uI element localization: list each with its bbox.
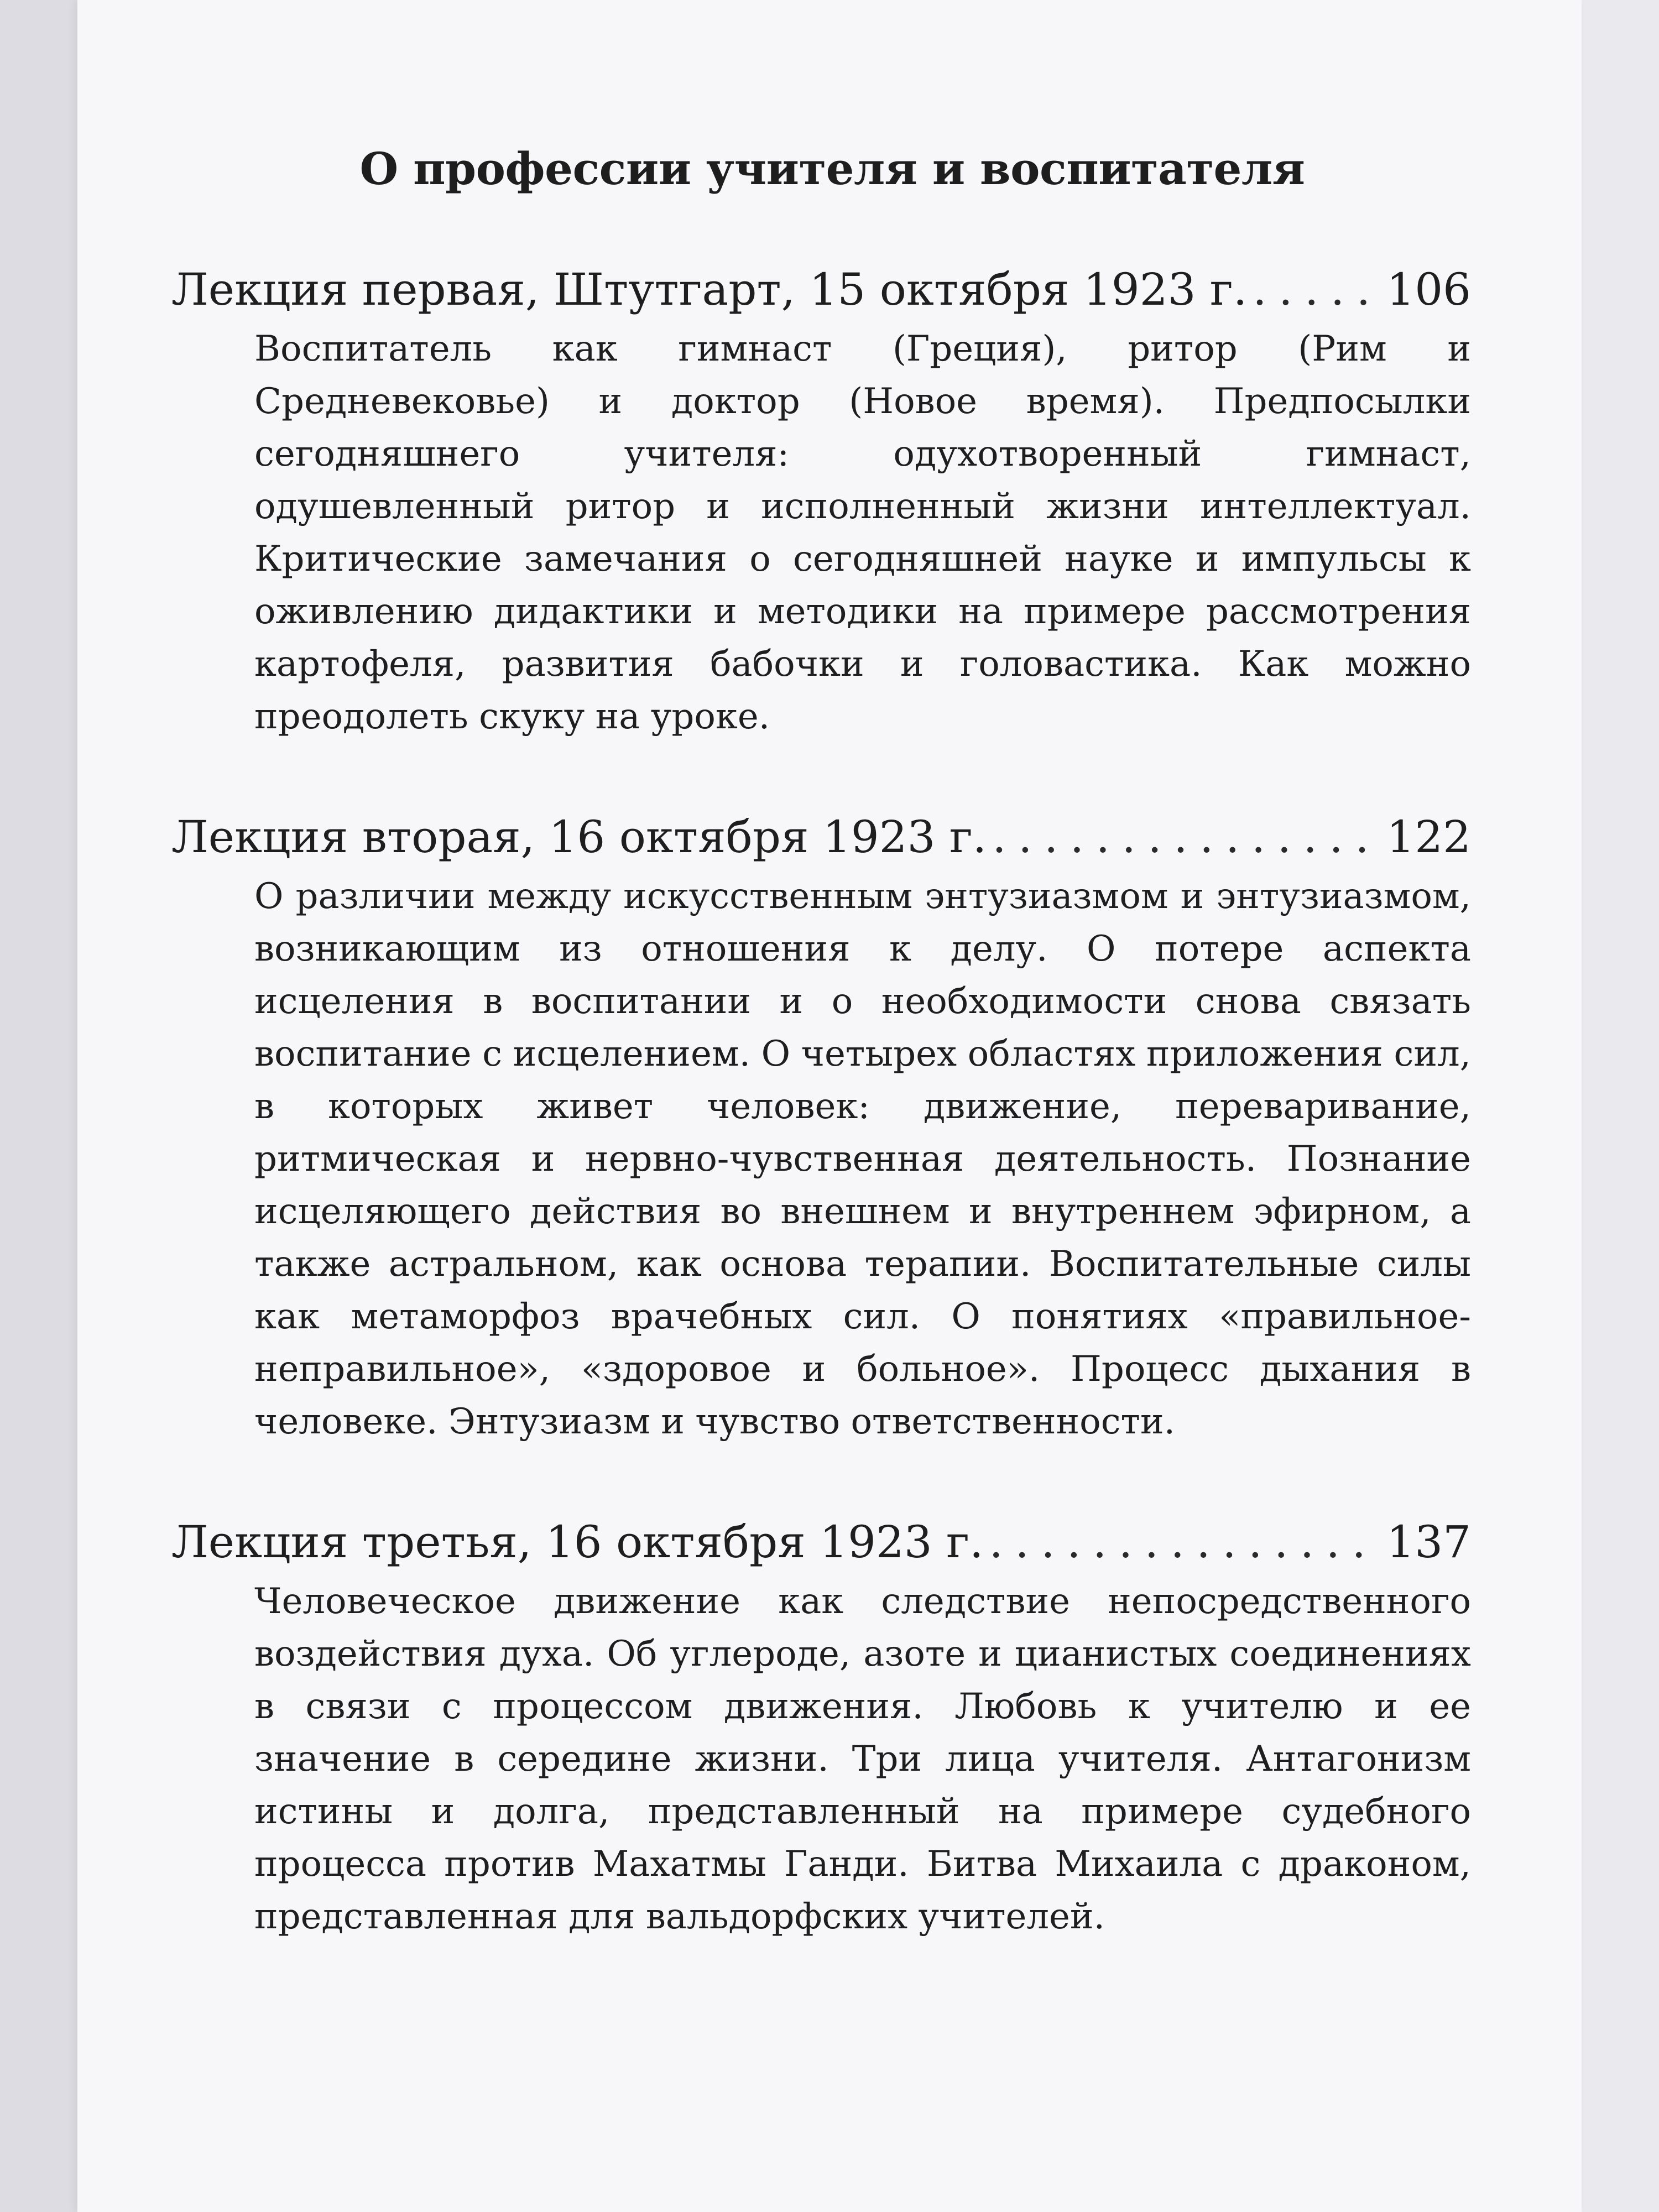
lecture-entry-2 [171,808,1471,1448]
lecture-entry-3 [171,1514,1471,1943]
lecture-title: Лекция первая, Штутгарт, 15 октября 1923 г. [171,264,1248,315]
dot-leader [989,1514,1381,1571]
dot-leader [992,808,1381,866]
section-title: О профессии учителя и воспитателя [359,143,1305,195]
dot-leader [1253,261,1381,319]
page-number: 106 [1386,264,1471,315]
book-page [77,0,1582,2212]
lecture-heading [171,808,1471,866]
lecture-heading [171,261,1471,319]
lecture-heading [171,1514,1471,1571]
page-number: 137 [1386,1516,1471,1568]
lecture-description: О различии между искусственным энтузиазмом и энтузиазмом, возникающим из отношения к делу. О потере аспекта исцеления в воспитании и о необходимости снова связать воспитание с исцелением. О четырех областях приложения сил, в которых живет человек: движение, переваривание, ритмическая и нервно-чувственная деятельность. Познание исцеляющего действия во внешнем и внутреннем эфирном, а также астральном, как основа терапии. Воспитательные силы как метаморфоз врачебных сил. О понятиях «правильное-неправильное», «здоровое и больное». Процесс дыхания в человеке. Энтузиазм и чувство ответственности. [254,876,1471,1442]
page-number: 122 [1386,811,1471,863]
lecture-title: Лекция вторая, 16 октября 1923 г. [171,811,987,863]
lecture-description: Воспитатель как гимнаст (Греция), ритор (Рим и Средневековье) и доктор (Новое время). Предпосылки сегодняшнего учителя: одухотворенный гимнаст, одушевленный ритор и исполненный жизни интеллектуал. Критические замечания о сегодняшней науке и импульсы к оживлению дидактики и методики на примере рассмотрения картофеля, развития бабочки и головастика. Как можно преодолеть скуку на уроке. [254,328,1471,737]
lecture-title: Лекция третья, 16 октября 1923 г. [171,1516,984,1568]
lecture-entry-1 [171,261,1471,743]
page-gutter [0,0,77,2212]
lecture-description: Человеческое движение как следствие непосредственного воздействия духа. Об углероде, азоте и цианистых соединениях в связи с процессом движения. Любовь к учителю и ее значение в середине жизни. Три лица учителя. Антагонизм истины и долга, представленный на примере судебного процесса против Махатмы Ганди. Битва Михаила с драконом, представленная для вальдорфских учителей. [254,1581,1471,1937]
table-of-contents [171,138,1471,2008]
